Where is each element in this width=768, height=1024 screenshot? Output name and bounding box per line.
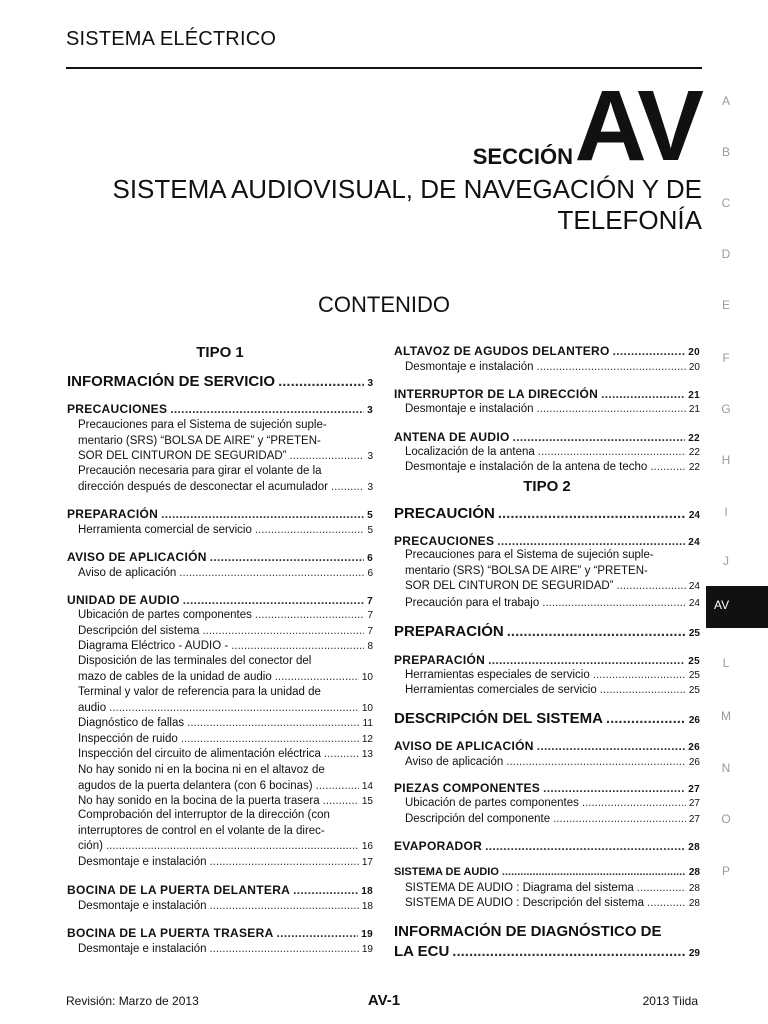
toc-right-entry-17[interactable] <box>405 897 700 909</box>
toc-right-entry-4-leader <box>507 623 686 640</box>
toc-left-entry-13[interactable] <box>78 702 373 714</box>
toc-right-top-entry-4-leader <box>513 430 686 444</box>
toc-right-entry-4-label: PREPARACIÓN <box>394 623 504 640</box>
toc-left-entry-12-page: 10 <box>361 671 373 683</box>
toc-right-entry-17-label: SISTEMA DE AUDIO : Descripción del sistema <box>405 897 645 909</box>
toc-right-top-entry-0-label: ALTAVOZ DE AGUDOS DELANTERO <box>394 344 610 358</box>
toc-right-top-entry-3-leader <box>537 403 686 415</box>
side-index-letter-m[interactable]: M <box>721 709 731 723</box>
toc-right-entry-18-wrap-0: INFORMACIÓN DE DIAGNÓSTICO DE <box>394 923 662 940</box>
toc-right-entry-9[interactable] <box>394 739 700 753</box>
toc-right-entry-10-page: 26 <box>688 757 700 768</box>
toc-right-entry-15[interactable] <box>394 866 700 878</box>
toc-left-entry-18-leader <box>323 795 359 807</box>
toc-right-entry-13[interactable] <box>405 813 700 825</box>
toc-right-entry-3-label: Precaución para el trabajo <box>405 597 540 609</box>
toc-left-entry-22-leader <box>210 900 359 912</box>
toc-left-entry-4-leader <box>161 507 364 521</box>
side-index-letter-b[interactable]: B <box>721 145 730 159</box>
toc-right-entry-6-leader <box>593 669 686 681</box>
toc-left-entry-2-leader <box>290 450 365 462</box>
toc-left-entry-0[interactable] <box>67 373 373 390</box>
toc-right-column <box>394 0 700 1024</box>
toc-left-entry-4-label: PREPARACIÓN <box>67 507 159 521</box>
toc-left-entry-21[interactable] <box>67 883 373 897</box>
toc-right-top-entry-0-page: 20 <box>688 347 700 358</box>
toc-left-entry-13-leader <box>109 702 359 714</box>
toc-right-entry-2-page: 24 <box>688 581 700 592</box>
toc-right-entry-14-leader <box>485 839 685 853</box>
section-title-line-1: SISTEMA AUDIOVISUAL, DE NAVEGACIÓN Y DE <box>112 174 702 204</box>
toc-left-entry-17-label: agudos de la puerta delantera (con 6 bocinas) <box>78 779 313 792</box>
toc-left-entry-14-leader <box>187 717 359 729</box>
toc-left-entry-0-label: INFORMACIÓN DE SERVICIO <box>67 373 276 390</box>
toc-left-entry-23-page: 19 <box>361 929 373 940</box>
side-index-active-tab[interactable] <box>706 586 768 628</box>
footer-page-label: AV-1 <box>367 992 401 1009</box>
toc-right-top-entry-6-leader <box>650 461 686 473</box>
toc-right-entry-2-wrap-0: Precauciones para el Sistema de sujeción suple- <box>405 549 654 561</box>
toc-left-entry-9-page: 7 <box>367 610 373 621</box>
toc-right-entry-15-page: 28 <box>688 867 700 878</box>
toc-right-entry-0-leader <box>498 505 686 522</box>
toc-left-entry-6-leader <box>210 550 364 564</box>
toc-right-entry-11-page: 27 <box>688 784 700 795</box>
side-index-letter-c[interactable]: C <box>721 196 731 210</box>
toc-left-entry-16-label: Inspección del circuito de alimentación eléctrica <box>78 748 321 760</box>
toc-left-entry-14-label: Diagnóstico de fallas <box>78 717 185 729</box>
toc-right-entry-14-page: 28 <box>688 842 700 853</box>
tipo-1-heading: TIPO 1 <box>196 344 244 361</box>
toc-left-entry-3[interactable] <box>78 481 373 493</box>
toc-right-entry-16-leader <box>637 882 686 894</box>
toc-left-entry-11[interactable] <box>78 640 373 652</box>
toc-right-entry-2-wrap-1: mentario (SRS) “BOLSA DE AIRE” y “PRETEN- <box>405 564 648 577</box>
toc-left-entry-2-wrap-1: mentario (SRS) “BOLSA DE AIRE” y “PRETEN- <box>78 434 321 447</box>
toc-right-entry-12[interactable] <box>405 797 700 809</box>
toc-left-entry-5-page: 5 <box>367 525 373 536</box>
toc-left-entry-18-page: 15 <box>361 796 373 807</box>
side-index-letter-n[interactable]: N <box>721 761 731 775</box>
toc-left-entry-22[interactable] <box>78 900 373 912</box>
toc-right-entry-13-leader <box>553 813 686 825</box>
toc-right-top-entry-1-leader <box>537 361 686 373</box>
toc-right-top-entry-6-page: 22 <box>688 462 700 473</box>
toc-right-top-entry-2-leader <box>601 387 685 401</box>
toc-right-top-entry-4-page: 22 <box>688 433 700 444</box>
toc-right-top-entry-2-page: 21 <box>688 390 700 401</box>
toc-left-entry-1-page: 3 <box>367 405 373 416</box>
footer-model: 2013 Tiida <box>642 994 698 1008</box>
toc-right-entry-0-label: PRECAUCIÓN <box>394 505 495 522</box>
toc-right-entry-7[interactable] <box>405 684 700 696</box>
toc-right-entry-12-label: Ubicación de partes componentes <box>405 797 579 809</box>
toc-left-entry-20-page: 17 <box>361 857 373 868</box>
toc-right-entry-18-page: 29 <box>688 948 700 959</box>
toc-right-entry-11-label: PIEZAS COMPONENTES <box>394 781 541 795</box>
toc-right-entry-17-page: 28 <box>688 898 700 909</box>
side-index-letter-a[interactable]: A <box>721 94 730 108</box>
toc-left-entry-8-page: 7 <box>367 596 373 607</box>
toc-left-entry-5-leader <box>255 524 365 536</box>
toc-left-entry-22-label: Desmontaje e instalación <box>78 900 207 912</box>
toc-left-entry-23-label: BOCINA DE LA PUERTA TRASERA <box>67 926 274 940</box>
side-index-letter-g[interactable]: G <box>721 402 731 416</box>
toc-right-entry-7-page: 25 <box>688 685 700 696</box>
toc-left-entry-5[interactable] <box>78 524 373 536</box>
toc-left-entry-11-page: 8 <box>367 641 373 652</box>
toc-right-top-entry-2-label: INTERRUPTOR DE LA DIRECCIÓN <box>394 387 599 401</box>
side-index-letter-f[interactable]: F <box>722 351 730 365</box>
side-index-letter-h[interactable]: H <box>721 453 731 467</box>
toc-right-top-entry-1-page: 20 <box>688 362 700 373</box>
toc-right-entry-1-page: 24 <box>688 537 700 548</box>
toc-left-entry-8-leader <box>183 593 364 607</box>
toc-right-entry-8-page: 26 <box>688 715 700 726</box>
toc-left-entry-13-page: 10 <box>361 702 373 714</box>
toc-left-entry-2-page: 3 <box>367 451 373 462</box>
toc-left-entry-3-label: dirección después de desconectar el acumulador <box>78 480 328 493</box>
toc-right-top-entry-3-page: 21 <box>688 404 700 415</box>
toc-right-entry-2[interactable] <box>405 580 700 592</box>
toc-right-entry-8[interactable] <box>394 710 700 727</box>
toc-right-entry-3-page: 24 <box>688 598 700 609</box>
toc-right-entry-16-page: 28 <box>688 883 700 894</box>
side-index-letter-l[interactable]: L <box>722 656 730 670</box>
toc-left-entry-19-label: ción) <box>78 840 103 852</box>
side-index-letter-j[interactable]: J <box>723 554 729 568</box>
toc-left-entry-18-label: No hay sonido en la bocina de la puerta trasera <box>78 795 320 807</box>
toc-left-entry-9[interactable] <box>78 609 373 621</box>
toc-left-entry-6-label: AVISO DE APLICACIÓN <box>67 550 207 564</box>
toc-left-entry-2-label: SOR DEL CINTURÓN DE SEGURIDAD” <box>78 450 287 462</box>
toc-right-entry-5[interactable] <box>394 653 700 667</box>
toc-left-entry-16-leader <box>324 748 359 760</box>
toc-right-entry-8-leader <box>606 710 686 727</box>
toc-left-entry-23[interactable] <box>67 926 373 940</box>
toc-left-entry-21-label: BOCINA DE LA PUERTA DELANTERA <box>67 883 291 897</box>
toc-right-entry-12-page: 27 <box>688 798 700 809</box>
toc-right-entry-8-label: DESCRIPCIÓN DEL SISTEMA <box>394 710 603 727</box>
toc-right-entry-5-label: PREPARACIÓN <box>394 653 486 667</box>
toc-left-entry-17-page: 14 <box>361 780 373 792</box>
toc-left-entry-15-leader <box>181 733 359 745</box>
toc-right-entry-13-label: Descripción del componente <box>405 813 551 825</box>
side-index-active-label: AV <box>714 598 730 612</box>
toc-left-entry-0-leader <box>278 373 364 390</box>
side-index-letter-e[interactable]: E <box>721 298 730 312</box>
toc-left-entry-3-page: 3 <box>367 481 373 493</box>
toc-left-entry-11-leader <box>231 640 364 652</box>
toc-left-entry-20-label: Desmontaje e instalación <box>78 856 207 868</box>
toc-right-entry-14[interactable] <box>394 839 700 853</box>
toc-left-entry-19-leader <box>106 840 359 852</box>
toc-right-entry-16[interactable] <box>405 882 700 894</box>
toc-left-entry-21-leader <box>293 883 358 897</box>
toc-left-entry-18[interactable] <box>78 795 373 807</box>
toc-left-entry-12-leader <box>275 671 359 683</box>
toc-right-top-entry-5-page: 22 <box>688 447 700 458</box>
tipo-2-heading: TIPO 2 <box>523 478 571 495</box>
toc-left-entry-24-page: 19 <box>361 944 373 955</box>
toc-right-entry-18[interactable] <box>394 943 700 960</box>
footer-revision: Revisión: Marzo de 2013 <box>66 994 199 1008</box>
toc-left-entry-10[interactable] <box>78 625 373 637</box>
toc-left-entry-10-label: Descripción del sistema <box>78 625 200 637</box>
toc-left-column <box>67 0 373 1024</box>
toc-right-entry-18-label: LA ECU <box>394 943 450 960</box>
toc-left-entry-12[interactable] <box>78 671 373 683</box>
toc-right-entry-6[interactable] <box>405 669 700 681</box>
toc-right-top-entry-6[interactable] <box>405 461 700 473</box>
toc-left-entry-9-label: Ubicación de partes componentes <box>78 609 252 621</box>
toc-right-entry-1-label: PRECAUCIONES <box>394 534 495 548</box>
toc-left-entry-24[interactable] <box>78 943 373 955</box>
toc-right-entry-3-leader <box>542 597 686 609</box>
toc-right-entry-13-page: 27 <box>688 814 700 825</box>
toc-right-top-entry-5-label: Localización de la antena <box>405 446 535 458</box>
section-title-line-2: TELEFONÍA <box>557 205 702 235</box>
toc-left-entry-5-label: Herramienta comercial de servicio <box>78 524 252 536</box>
toc-left-entry-24-leader <box>210 943 359 955</box>
toc-right-top-entry-5[interactable] <box>405 446 700 458</box>
toc-left-entry-7-label: Aviso de aplicación <box>78 567 177 579</box>
toc-right-entry-0[interactable] <box>394 505 700 522</box>
toc-right-entry-17-leader <box>647 897 686 909</box>
toc-right-entry-4-page: 25 <box>688 628 700 639</box>
toc-left-entry-8[interactable] <box>67 593 373 607</box>
toc-left-entry-4-page: 5 <box>367 510 373 521</box>
toc-left-entry-0-page: 3 <box>367 378 373 389</box>
toc-left-entry-14-page: 11 <box>362 718 373 729</box>
toc-left-entry-16[interactable] <box>78 748 373 760</box>
toc-left-entry-1[interactable] <box>67 402 373 416</box>
toc-left-entry-6-page: 6 <box>367 553 373 564</box>
toc-left-entry-2[interactable] <box>78 450 373 462</box>
toc-right-top-entry-1[interactable] <box>405 361 700 373</box>
toc-right-entry-10[interactable] <box>405 756 700 768</box>
toc-right-top-entry-2[interactable] <box>394 387 700 401</box>
toc-left-entry-10-leader <box>202 625 364 637</box>
toc-right-entry-7-label: Herramientas comerciales de servicio <box>405 684 597 696</box>
toc-right-top-entry-5-leader <box>538 446 686 458</box>
toc-left-entry-10-page: 7 <box>367 626 373 637</box>
toc-right-entry-3[interactable] <box>405 597 700 609</box>
toc-left-entry-13-label: audio <box>78 701 107 714</box>
toc-left-entry-7-page: 6 <box>367 568 373 579</box>
toc-right-entry-5-leader <box>488 653 685 667</box>
toc-left-entry-6[interactable] <box>67 550 373 564</box>
toc-left-entry-12-label: mazo de cables de la unidad de audio <box>78 670 272 683</box>
toc-right-entry-0-page: 24 <box>688 510 700 521</box>
toc-left-entry-24-label: Desmontaje e instalación <box>78 943 207 955</box>
toc-right-entry-11-leader <box>543 781 685 795</box>
toc-right-top-entry-3-label: Desmontaje e instalación <box>405 403 534 415</box>
toc-right-entry-2-leader <box>617 580 686 592</box>
toc-left-entry-3-wrap-0: Precaución necesaria para girar el volante de la <box>78 465 322 477</box>
toc-right-top-entry-4-label: ANTENA DE AUDIO <box>394 430 510 444</box>
toc-left-entry-19-wrap-0: Comprobación del interruptor de la dirección (con <box>78 809 330 821</box>
toc-right-top-entry-3[interactable] <box>405 403 700 415</box>
toc-right-top-entry-6-label: Desmontaje e instalación de la antena de techo <box>405 461 648 473</box>
toc-right-entry-1-leader <box>497 534 685 548</box>
toc-right-entry-16-label: SISTEMA DE AUDIO : Diagrama del sistema <box>405 882 634 894</box>
toc-left-entry-15-label: Inspección de ruido <box>78 733 178 745</box>
toc-left-entry-13-wrap-0: Terminal y valor de referencia para la unidad de <box>78 686 321 698</box>
toc-left-entry-11-label: Diagrama Eléctrico - AUDIO - <box>78 640 229 652</box>
toc-right-entry-9-label: AVISO DE APLICACIÓN <box>394 739 534 753</box>
toc-left-entry-17-leader <box>316 780 359 792</box>
side-index-letter-d[interactable]: D <box>721 247 731 261</box>
toc-left-entry-21-page: 18 <box>361 886 373 897</box>
toc-left-entry-1-leader <box>170 402 364 416</box>
toc-left-entry-19[interactable] <box>78 840 373 852</box>
toc-right-entry-6-page: 25 <box>688 670 700 681</box>
toc-right-entry-9-page: 26 <box>688 742 700 753</box>
toc-left-entry-19-wrap-1: interruptores de control en el volante de la direc- <box>78 824 325 837</box>
toc-left-entry-17-wrap-0: No hay sonido ni en la bocina ni en el altavoz de <box>78 764 325 776</box>
toc-right-entry-10-leader <box>506 756 686 768</box>
toc-left-entry-2-wrap-0: Precauciones para el Sistema de sujeción suple- <box>78 419 327 431</box>
toc-left-entry-16-page: 13 <box>361 749 373 760</box>
toc-right-entry-10-label: Aviso de aplicación <box>405 756 504 768</box>
toc-right-entry-6-label: Herramientas especiales de servicio <box>405 669 590 681</box>
toc-left-entry-1-label: PRECAUCIONES <box>67 402 168 416</box>
toc-right-entry-5-page: 25 <box>688 656 700 667</box>
toc-left-entry-20[interactable] <box>78 856 373 868</box>
toc-right-entry-9-leader <box>537 739 686 753</box>
section-word: SECCIÓN <box>472 144 573 169</box>
toc-right-entry-15-leader <box>502 866 686 878</box>
toc-left-entry-7[interactable] <box>78 567 373 579</box>
side-index-letter-o[interactable]: O <box>721 812 731 826</box>
section-code: AV <box>574 70 702 182</box>
contents-heading: CONTENIDO <box>318 292 450 317</box>
toc-right-top-entry-1-label: Desmontaje e instalación <box>405 361 534 373</box>
side-index-letter-p[interactable]: P <box>721 864 730 878</box>
toc-left-entry-17[interactable] <box>78 780 373 792</box>
toc-right-entry-2-label: SOR DEL CINTURÓN DE SEGURIDAD” <box>405 580 614 592</box>
toc-right-entry-1[interactable] <box>394 534 700 548</box>
toc-left-entry-14[interactable] <box>78 717 373 729</box>
toc-right-entry-15-label: SISTEMA DE AUDIO <box>394 866 499 878</box>
header-title: SISTEMA ELÉCTRICO <box>66 28 277 50</box>
toc-left-entry-22-page: 18 <box>361 901 373 912</box>
toc-left-entry-20-leader <box>210 856 359 868</box>
toc-right-top-entry-4[interactable] <box>394 430 700 444</box>
toc-left-entry-7-leader <box>179 567 364 579</box>
toc-right-entry-4[interactable] <box>394 623 700 640</box>
toc-right-entry-7-leader <box>600 684 686 696</box>
toc-right-entry-18-leader <box>452 943 686 960</box>
toc-left-entry-9-leader <box>255 609 365 621</box>
toc-right-top-entry-0[interactable] <box>394 344 700 358</box>
toc-left-entry-4[interactable] <box>67 507 373 521</box>
toc-left-entry-8-label: UNIDAD DE AUDIO <box>67 593 180 607</box>
toc-left-entry-15[interactable] <box>78 733 373 745</box>
toc-right-top-entry-0-leader <box>613 344 686 358</box>
toc-left-entry-23-leader <box>277 926 359 940</box>
toc-left-entry-15-page: 12 <box>361 734 373 745</box>
toc-left-entry-19-page: 16 <box>361 841 373 852</box>
toc-right-entry-11[interactable] <box>394 781 700 795</box>
toc-left-entry-12-wrap-0: Disposición de las terminales del conector del <box>78 655 312 667</box>
toc-left-entry-3-leader <box>331 481 364 493</box>
toc-right-entry-14-label: EVAPORADOR <box>394 839 483 853</box>
toc-right-entry-12-leader <box>582 797 686 809</box>
side-index-letter-i[interactable]: I <box>724 505 728 519</box>
